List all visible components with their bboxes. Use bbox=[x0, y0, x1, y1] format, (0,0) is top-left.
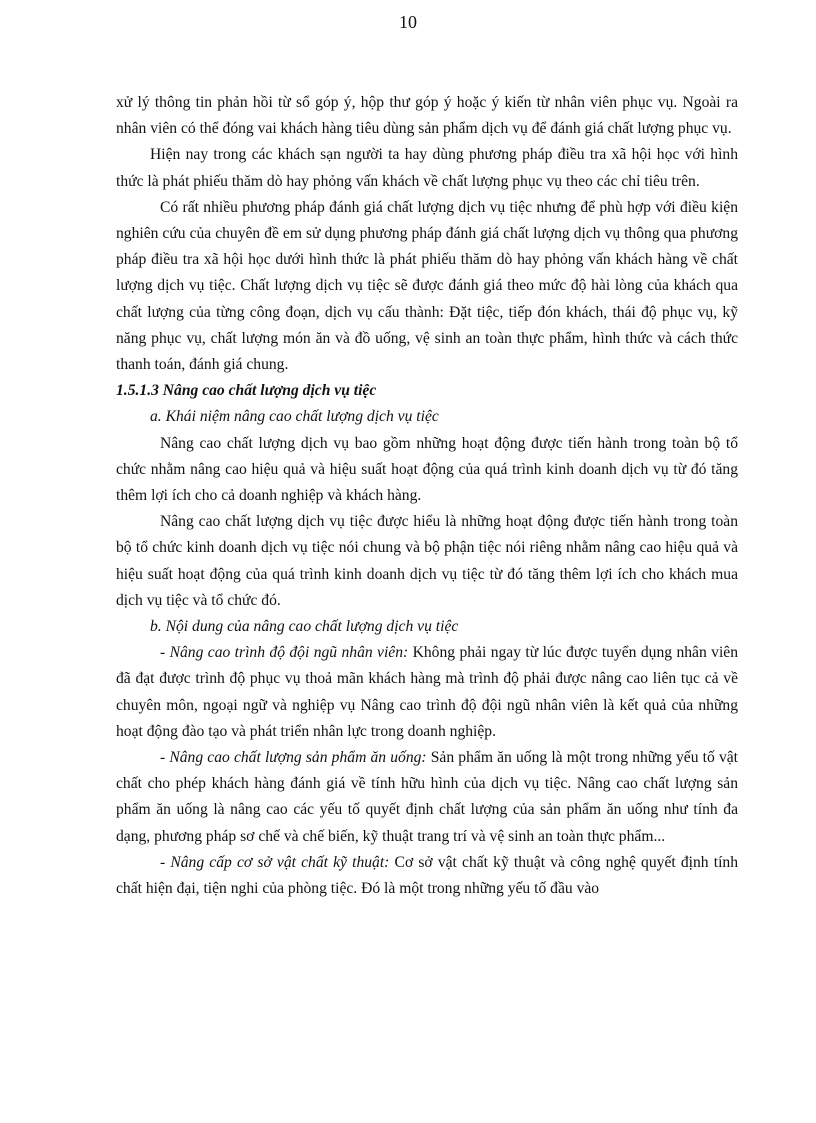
paragraph: Có rất nhiều phương pháp đánh giá chất lượng dịch vụ tiệc nhưng để phù hợp với điều kiện nghiên cứu của chuyên đề em sử dụng phương pháp đánh giá chất lượng dịch vụ thông qua phương pháp điều tra xã hội học dưới hình thức là phát phiếu thăm dò hay phỏng vấn khách hàng về chất lượng dịch vụ tiệc. Chất lượng dịch vụ tiệc sẽ được đánh giá theo mức độ hài lòng của khách qua chất lượng của từng công đoạn, dịch vụ cấu thành: Đặt tiệc, tiếp đón khách, thái độ phục vụ, kỹ năng phục vụ, chất lượng món ăn và đồ uống, vệ sinh an toàn thực phẩm, hình thức và cách thức thanh toán, đánh giá chung. bbox=[116, 198, 738, 374]
page-number: 10 bbox=[399, 12, 417, 32]
document-body bbox=[116, 90, 738, 902]
item-lead: - Nâng cao trình độ đội ngũ nhân viên: bbox=[160, 644, 409, 662]
item-body: Cơ sở vật chất kỹ thuật và công nghệ quyết định tính chất hiện đại, tiện nghi của phòng tiệc. Đó là một trong những yếu tố đầu vào bbox=[116, 853, 739, 898]
item-body: Không phải ngay từ lúc được tuyển dụng nhân viên đã đạt được trình độ phục vụ thoả mãn khách hàng mà trình độ phải được nâng cao liên tục cả về chuyên môn, ngoại ngữ và nghiệp vụ Nâng cao trình độ đội ngũ nhân viên là kết quả của những hoạt động đào tạo và phát triển nhân lực trong doanh nghiệp. bbox=[116, 644, 738, 740]
paragraph bbox=[116, 850, 738, 902]
paragraph: xử lý thông tin phản hồi từ sổ góp ý, hộp thư góp ý hoặc ý kiến từ nhân viên phục vụ. Ngoài ra nhân viên có thể đóng vai khách hàng tiêu dùng sản phẩm dịch vụ để đánh giá chất lượng phục vụ. bbox=[116, 94, 738, 138]
paragraph bbox=[116, 640, 738, 745]
paragraph: Hiện nay trong các khách sạn người ta hay dùng phương pháp điều tra xã hội học với hình thức là phát phiếu thăm dò hay phỏng vấn khách về chất lượng phục vụ theo các chỉ tiêu trên. bbox=[116, 146, 738, 190]
paragraph: Nâng cao chất lượng dịch vụ tiệc được hiểu là những hoạt động được tiến hành trong toàn bộ tổ chức kinh doanh dịch vụ tiệc nói chung và bộ phận tiệc nói riêng nhằm nâng cao hiệu quả và hiệu suất hoạt động của quá trình kinh doanh dịch vụ tiệc từ đó tăng thêm lợi ích cho khách mua dịch vụ tiệc và tổ chức đó. bbox=[116, 513, 738, 609]
item-body: Sản phẩm ăn uống là một trong những yếu tố vật chất cho phép khách hàng đánh giá về tính hữu hình của dịch vụ tiệc. Nâng cao chất lượng sản phẩm ăn uống là nâng cao các yếu tố quyết định chất lượng của sản phẩm ăn uống như tính đa dạng, phương pháp sơ chế và chế biến, kỹ thuật trang trí và vệ sinh an toàn thực phẩm... bbox=[116, 749, 738, 845]
subsection-heading: b. Nội dung của nâng cao chất lượng dịch vụ tiệc bbox=[150, 618, 459, 636]
paragraph bbox=[116, 745, 738, 850]
paragraph: Nâng cao chất lượng dịch vụ bao gồm những hoạt động được tiến hành trong toàn bộ tổ chức nhằm nâng cao hiệu quả và hiệu suất hoạt động của quá trình kinh doanh dịch vụ từ đó tăng thêm lợi ích cho cả doanh nghiệp và khách hàng. bbox=[116, 434, 738, 505]
subsection-heading: a. Khái niệm nâng cao chất lượng dịch vụ tiệc bbox=[150, 408, 439, 426]
item-lead: - Nâng cao chất lượng sản phẩm ăn uống: bbox=[160, 749, 427, 767]
section-heading: 1.5.1.3 Nâng cao chất lượng dịch vụ tiệc bbox=[116, 382, 377, 400]
item-lead: - Nâng cấp cơ sở vật chất kỹ thuật: bbox=[160, 853, 390, 871]
